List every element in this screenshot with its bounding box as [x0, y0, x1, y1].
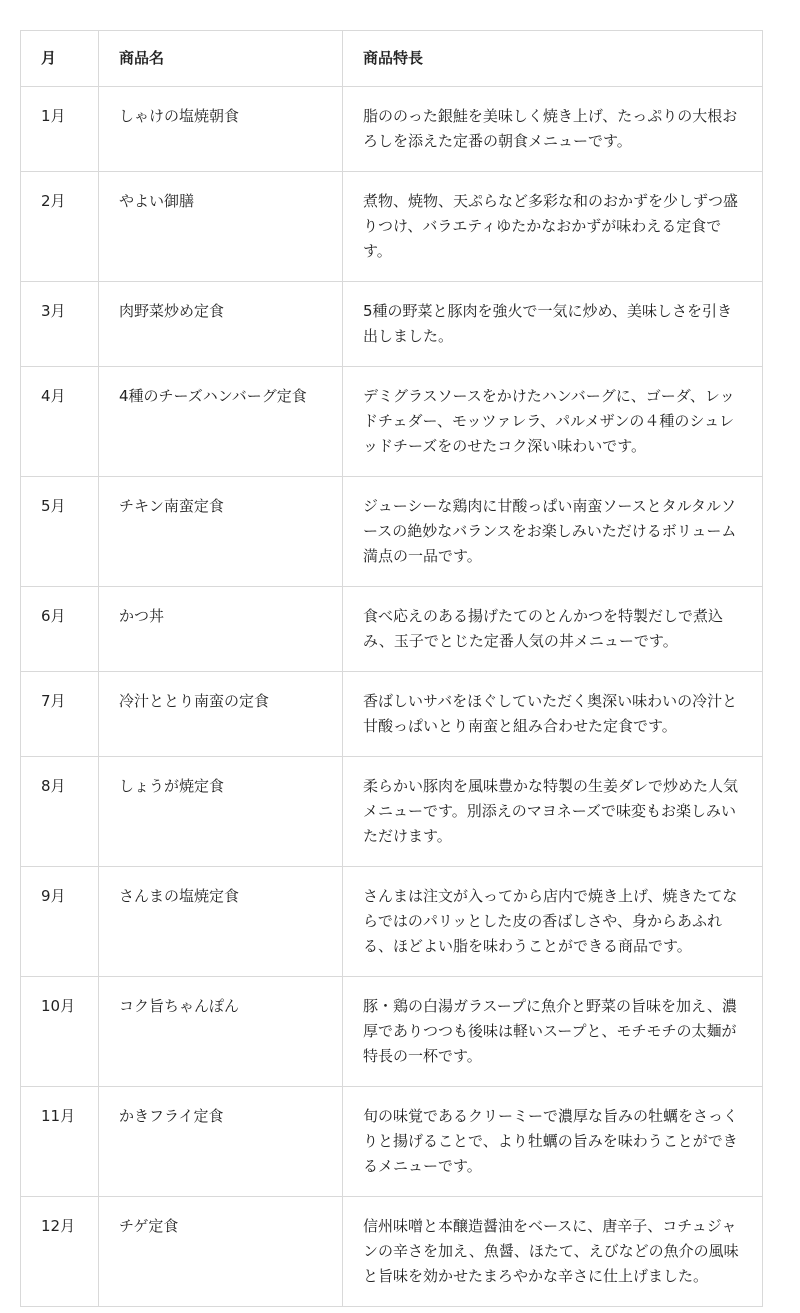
product-name-cell: やよい御膳: [99, 172, 343, 282]
table-header-row: [21, 31, 763, 87]
product-features-cell: 食べ応えのある揚げたてのとんかつを特製だしで煮込み、玉子でとじた定番人気の丼メニューです。: [343, 587, 763, 672]
product-features-cell: 脂ののった銀鮭を美味しく焼き上げ、たっぷりの大根おろしを添えた定番の朝食メニューです。: [343, 87, 763, 172]
month-cell: 5月: [21, 477, 99, 587]
product-features-cell: 柔らかい豚肉を風味豊かな特製の生姜ダレで炒めた人気メニューです。別添えのマヨネーズで味変もお楽しみいただけます。: [343, 757, 763, 867]
product-name-cell: 冷汁ととり南蛮の定食: [99, 672, 343, 757]
table-row: [21, 282, 763, 367]
month-cell: 7月: [21, 672, 99, 757]
table-row: [21, 672, 763, 757]
month-cell: 2月: [21, 172, 99, 282]
month-cell: 9月: [21, 867, 99, 977]
table-row: [21, 587, 763, 672]
header-month: 月: [21, 31, 99, 87]
product-name-cell: かきフライ定食: [99, 1087, 343, 1197]
product-name-cell: さんまの塩焼定食: [99, 867, 343, 977]
product-name-cell: 4種のチーズハンバーグ定食: [99, 367, 343, 477]
product-features-cell: ジューシーな鶏肉に甘酸っぱい南蛮ソースとタルタルソースの絶妙なバランスをお楽しみいただけるボリューム満点の一品です。: [343, 477, 763, 587]
month-cell: 11月: [21, 1087, 99, 1197]
product-features-cell: さんまは注文が入ってから店内で焼き上げ、焼きたてならではのパリッとした皮の香ばしさや、身からあふれる、ほどよい脂を味わうことができる商品です。: [343, 867, 763, 977]
product-features-cell: 香ばしいサバをほぐしていただく奥深い味わいの冷汁と甘酸っぱいとり南蛮と組み合わせた定食です。: [343, 672, 763, 757]
product-features-cell: 豚・鶏の白湯ガラスープに魚介と野菜の旨味を加え、濃厚でありつつも後味は軽いスープと、モチモチの太麺が特長の一杯です。: [343, 977, 763, 1087]
table-row: [21, 867, 763, 977]
product-features-cell: 旬の味覚であるクリーミーで濃厚な旨みの牡蠣をさっくりと揚げることで、より牡蠣の旨みを味わうことができるメニューです。: [343, 1087, 763, 1197]
table-row: [21, 172, 763, 282]
header-product-features: 商品特長: [343, 31, 763, 87]
table-row: [21, 87, 763, 172]
table-row: [21, 477, 763, 587]
month-cell: 10月: [21, 977, 99, 1087]
product-name-cell: しょうが焼定食: [99, 757, 343, 867]
table-row: [21, 977, 763, 1087]
table-row: [21, 1197, 763, 1307]
month-cell: 12月: [21, 1197, 99, 1307]
product-features-cell: デミグラスソースをかけたハンバーグに、ゴーダ、レッドチェダー、モッツァレラ、パルメザンの４種のシュレッドチーズをのせたコク深い味わいです。: [343, 367, 763, 477]
header-product-name: 商品名: [99, 31, 343, 87]
menu-table-container: [20, 30, 762, 1307]
month-cell: 4月: [21, 367, 99, 477]
product-name-cell: 肉野菜炒め定食: [99, 282, 343, 367]
month-cell: 6月: [21, 587, 99, 672]
product-name-cell: チゲ定食: [99, 1197, 343, 1307]
month-cell: 3月: [21, 282, 99, 367]
month-cell: 1月: [21, 87, 99, 172]
product-features-cell: 5種の野菜と豚肉を強火で一気に炒め、美味しさを引き出しました。: [343, 282, 763, 367]
month-cell: 8月: [21, 757, 99, 867]
table-row: [21, 1087, 763, 1197]
product-name-cell: コク旨ちゃんぽん: [99, 977, 343, 1087]
product-name-cell: しゃけの塩焼朝食: [99, 87, 343, 172]
product-name-cell: かつ丼: [99, 587, 343, 672]
product-features-cell: 信州味噌と本醸造醤油をベースに、唐辛子、コチュジャンの辛さを加え、魚醤、ほたて、えびなどの魚介の風味と旨味を効かせたまろやかな辛さに仕上げました。: [343, 1197, 763, 1307]
table-row: [21, 757, 763, 867]
table-row: [21, 367, 763, 477]
product-name-cell: チキン南蛮定食: [99, 477, 343, 587]
product-features-cell: 煮物、焼物、天ぷらなど多彩な和のおかずを少しずつ盛りつけ、バラエティゆたかなおかずが味わえる定食です。: [343, 172, 763, 282]
monthly-menu-table: [20, 30, 763, 1307]
